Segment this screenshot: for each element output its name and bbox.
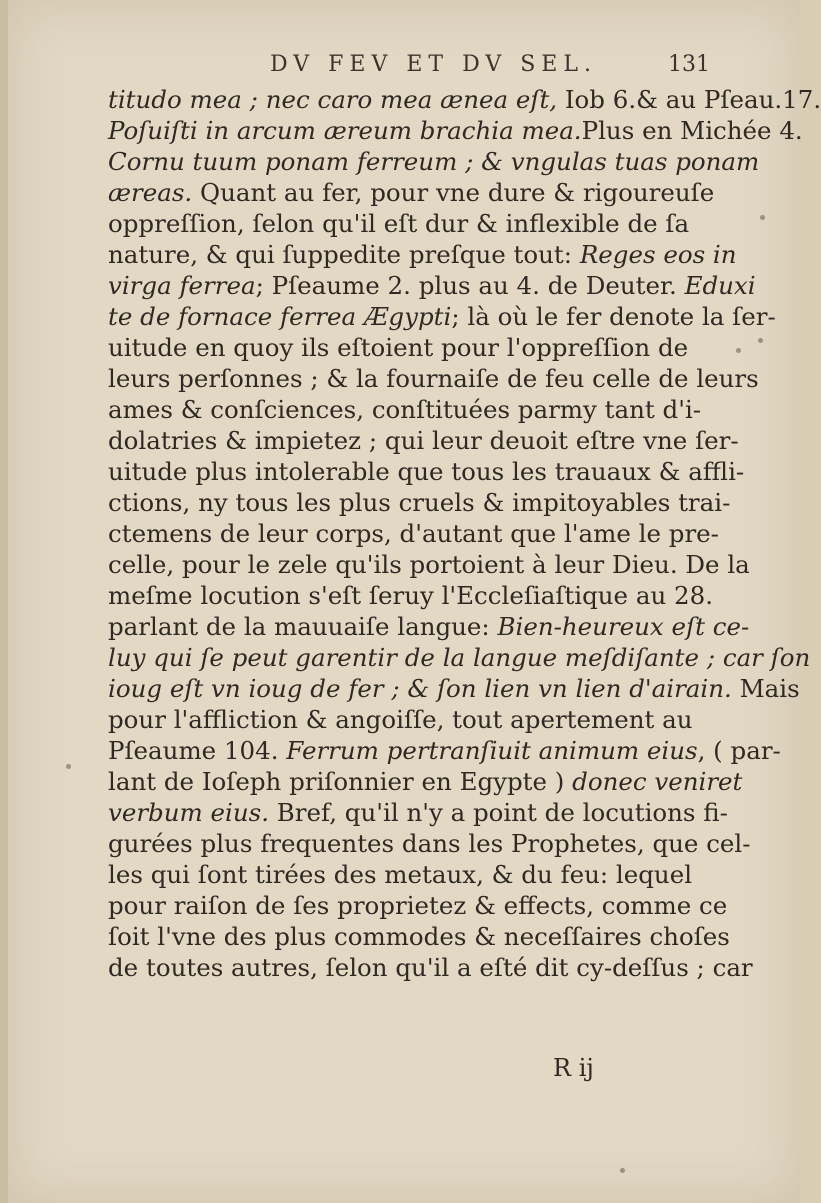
- text-line: [108, 828, 751, 859]
- text-segment: ames & conſciences, conſtituées parmy tant d'i-: [108, 395, 702, 424]
- text-segment: ctions, ny tous les plus cruels & impitoyables trai-: [108, 488, 731, 517]
- text-segment: meſme locution s'eſt ſeruy l'Eccleſiaſtique au 28.: [108, 581, 713, 610]
- text-segment: de toutes autres, ſelon qu'il a eſté dit cy-deſſus ; car: [108, 953, 753, 982]
- latin-quotation: ioug eſt vn ioug de fer ; & ſon lien vn lien d'airain.: [108, 674, 732, 703]
- page-header: [110, 48, 710, 84]
- text-line: [108, 673, 800, 704]
- text-line: [108, 580, 713, 611]
- latin-quotation: Poſuiſti in arcum æreum brachia mea.: [108, 116, 582, 145]
- text-segment: , ( par-: [697, 736, 781, 765]
- latin-quotation: donec veniret: [572, 767, 743, 796]
- text-segment: lant de Ioſeph priſonnier en Egypte ): [108, 767, 573, 796]
- page-number: 131: [668, 52, 710, 77]
- text-line: [108, 332, 708, 363]
- text-segment: les qui ſont tirées des metaux, & du feu: lequel: [108, 860, 693, 889]
- text-line: [108, 301, 776, 332]
- text-segment: dolatries & impietez ; qui leur deuoit eſtre vne ſer-: [108, 426, 739, 455]
- text-line: [108, 518, 719, 549]
- latin-quotation: Cornu tuum ponam ferreum ; & vngulas tuas ponam: [108, 147, 760, 176]
- signature-mark: R ij: [553, 1054, 594, 1082]
- text-segment: parlant de la mauuaiſe langue:: [108, 612, 498, 641]
- ink-speck: [758, 338, 763, 343]
- text-line: [108, 487, 731, 518]
- text-segment: uitude plus intolerable que tous les trauaux & affli-: [108, 457, 745, 486]
- text-segment: oppreſſion, ſelon qu'il eſt dur & inflexible de ſa: [108, 209, 690, 238]
- text-segment: ſoit l'vne des plus commodes & neceſſaires choſes: [108, 922, 730, 951]
- text-segment: Pſeaume 104.: [108, 736, 287, 765]
- text-line: [108, 797, 728, 828]
- latin-quotation: Bien-heureux eſt ce-: [497, 612, 750, 641]
- text-line: [108, 921, 730, 952]
- text-segment: pour l'affliction & angoiſſe, tout apertement au: [108, 705, 693, 734]
- ink-speck: [66, 764, 71, 769]
- text-segment: ; là où le fer denote la ſer-: [451, 302, 776, 331]
- text-segment: uitude en quoy ils eſtoient pour l'oppreſſion de: [108, 333, 689, 362]
- text-line: [108, 363, 759, 394]
- text-line: [108, 859, 708, 890]
- text-segment: pour raiſon de ſes proprietez & effects, comme ce: [108, 891, 728, 920]
- text-line: [108, 425, 739, 456]
- latin-quotation: virga ferrea: [108, 271, 256, 300]
- text-line: [108, 208, 708, 239]
- text-line: [108, 456, 745, 487]
- text-segment: ; Pſeaume 2. plus au 4. de Deuter.: [255, 271, 685, 300]
- latin-quotation: luy qui ſe peut garentir de la langue meſdiſante ; car ſon: [108, 643, 811, 672]
- text-line: [108, 704, 708, 735]
- latin-quotation: verbum eius.: [108, 798, 270, 827]
- text-line: [108, 766, 743, 797]
- body-text: [108, 84, 821, 983]
- text-line: [108, 642, 811, 673]
- text-segment: Plus en Michée 4.: [581, 116, 803, 145]
- latin-quotation: te de fornace ferrea Ægypti: [108, 302, 452, 331]
- ink-speck: [736, 348, 741, 353]
- page-footer: [108, 1050, 708, 1084]
- text-line: [108, 146, 760, 177]
- text-line: [108, 735, 781, 766]
- text-line: [108, 394, 708, 425]
- text-segment: gurées plus frequentes dans les Prophetes, que cel-: [108, 829, 751, 858]
- text-line: [108, 239, 737, 270]
- latin-quotation: Ferrum pertranſiuit animum eius: [286, 736, 698, 765]
- text-line: [108, 84, 821, 115]
- latin-quotation: Eduxi: [684, 271, 756, 300]
- text-segment: celle, pour le zele qu'ils portoient à leur Dieu. De la: [108, 550, 750, 579]
- ink-speck: [760, 215, 765, 220]
- text-segment: Bref, qu'il n'y a point de locutions fi-: [269, 798, 728, 827]
- text-line: [108, 549, 750, 580]
- text-line: [108, 270, 756, 301]
- text-line: [108, 952, 753, 983]
- text-line: [108, 611, 750, 642]
- page-edge: [0, 0, 8, 1203]
- latin-quotation: æreas.: [108, 178, 193, 207]
- running-title: DV FEV ET DV SEL.: [270, 52, 597, 77]
- text-segment: Mais: [731, 674, 800, 703]
- text-segment: nature, & qui ſuppedite preſque tout:: [108, 240, 580, 269]
- text-segment: Quant au fer, pour vne dure & rigoureuſe: [192, 178, 715, 207]
- text-segment: leurs perſonnes ; & la fournaiſe de feu celle de leurs: [108, 364, 759, 393]
- text-line: [108, 177, 715, 208]
- latin-quotation: Reges eos in: [579, 240, 737, 269]
- latin-quotation: titudo mea ; nec caro mea ænea eſt,: [108, 85, 558, 114]
- text-segment: Iob 6.& au Pſeau.17.: [557, 85, 821, 114]
- text-line: [108, 890, 728, 921]
- text-line: [108, 115, 803, 146]
- ink-speck: [620, 1168, 625, 1173]
- text-segment: ctemens de leur corps, d'autant que l'ame le pre-: [108, 519, 719, 548]
